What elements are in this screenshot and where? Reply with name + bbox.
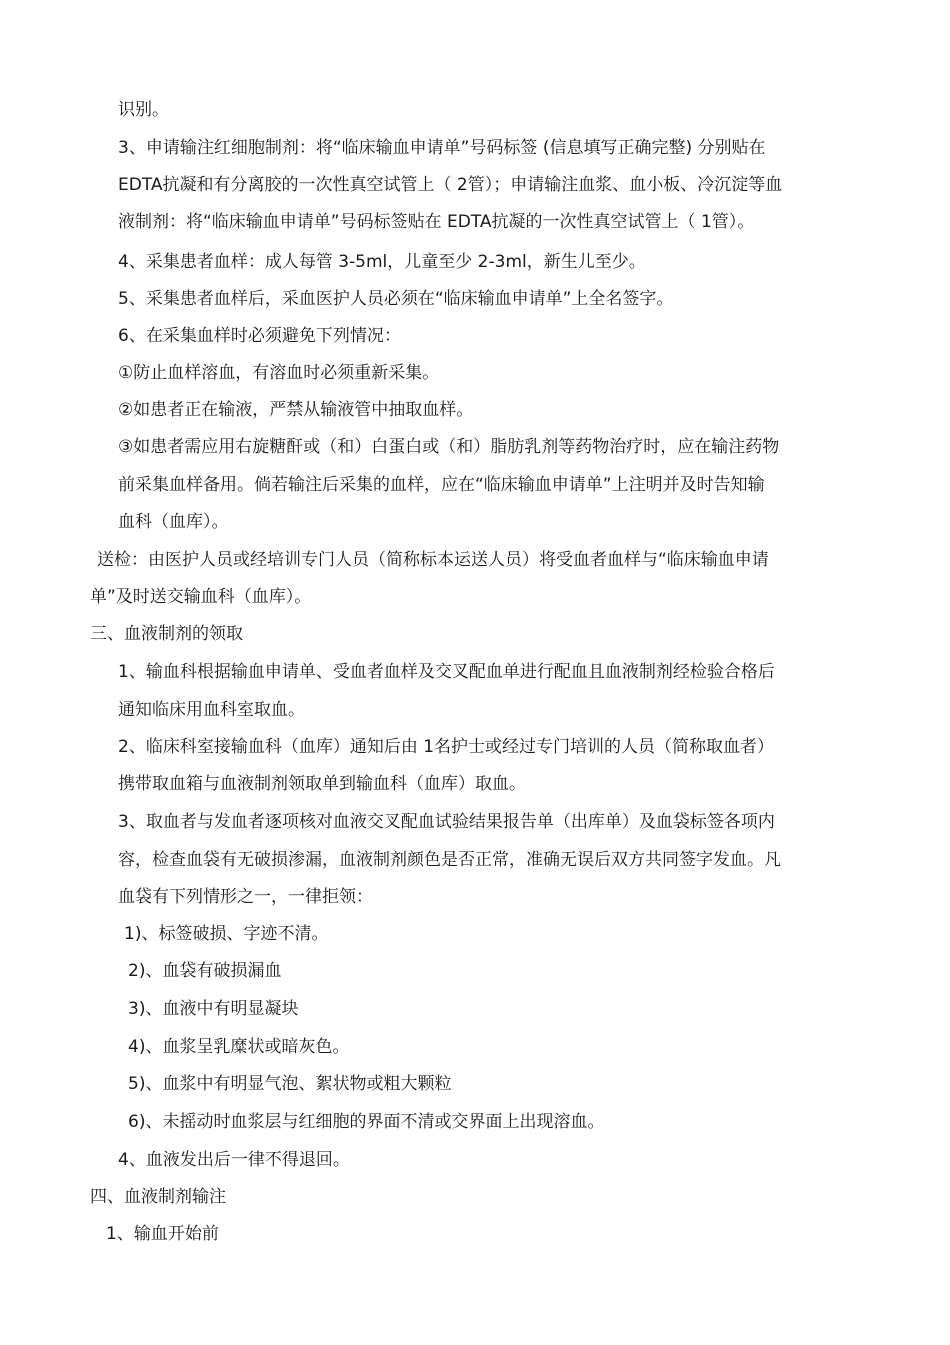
text-line: 送检：由医护人员或经培训专门人员（简称标本运送人员）将受血者血样与“临床输血申请 xyxy=(97,550,769,570)
section-heading: 四、血液制剂输注 xyxy=(90,1187,226,1207)
text-line: 5、采集患者血样后，采血医护人员必须在“临床输血申请单”上全名签字。 xyxy=(118,289,674,309)
text-line: 携带取血箱与血液制剂领取单到输血科（血库）取血。 xyxy=(118,774,526,794)
section-heading: 三、血液制剂的领取 xyxy=(90,624,243,644)
text-line: 通知临床用血科室取血。 xyxy=(118,700,305,720)
list-item: 5)、血浆中有明显气泡、絮状物或粗大颗粒 xyxy=(128,1074,452,1094)
text-line: ②如患者正在输液，严禁从输液管中抽取血样。 xyxy=(118,400,474,420)
text-line: 3、取血者与发血者逐项核对血液交叉配血试验结果报告单（出库单）及血袋标签各项内 xyxy=(118,812,775,832)
text-line: 2、临床科室接输血科（血库）通知后由 1名护士或经过专门培训的人员（简称取血者） xyxy=(118,737,775,757)
text-line: 前采集血样备用。倘若输注后采集的血样，应在“临床输血申请单”上注明并及时告知输 xyxy=(118,475,765,495)
list-item: 3)、血液中有明显凝块 xyxy=(128,999,299,1019)
text-line: 血科（血库）。 xyxy=(118,512,229,532)
text-line: ③如患者需应用右旋糖酐或（和）白蛋白或（和）脂肪乳剂等药物治疗时，应在输注药物 xyxy=(118,437,780,457)
text-line: 1、输血科根据输血申请单、受血者血样及交叉配血单进行配血且血液制剂经检验合格后 xyxy=(118,662,775,682)
text-line: 4、血液发出后一律不得退回。 xyxy=(118,1150,350,1170)
list-item: 4)、血浆呈乳糜状或暗灰色。 xyxy=(128,1037,350,1057)
text-line: 3、申请输注红细胞制剂：将“临床输血申请单”号码标签 (信息填写正确完整) 分别贴在 xyxy=(118,138,766,158)
text-line: 1、输血开始前 xyxy=(106,1224,219,1244)
text-line: 容，检查血袋有无破损渗漏，血液制剂颜色是否正常，准确无误后双方共同签字发血。凡 xyxy=(118,850,781,870)
text-line: 单”及时送交输血科（血库）。 xyxy=(90,587,312,607)
text-line: 液制剂：将“临床输血申请单”号码标签贴在 EDTA抗凝的一次性真空试管上（ 1管）。 xyxy=(118,212,755,232)
list-item: 6)、未摇动时血浆层与红细胞的界面不清或交界面上出现溶血。 xyxy=(128,1112,605,1132)
text-line: ①防止血样溶血，有溶血时必须重新采集。 xyxy=(118,363,440,383)
text-line: 识别。 xyxy=(118,100,169,120)
list-item: 2)、血袋有破损漏血 xyxy=(128,961,282,981)
text-line: 4、采集患者血样：成人每管 3-5ml，儿童至少 2-3ml，新生儿至少。 xyxy=(118,252,646,272)
text-line: 6、在采集血样时必须避免下列情况： xyxy=(118,326,401,346)
list-item: 1)、标签破损、字迹不清。 xyxy=(124,924,329,944)
text-line: 血袋有下列情形之一，一律拒领： xyxy=(118,887,373,907)
text-line: EDTA抗凝和有分离胶的一次性真空试管上（ 2管）；申请输注血浆、血小板、冷沉淀等血 xyxy=(118,175,783,195)
